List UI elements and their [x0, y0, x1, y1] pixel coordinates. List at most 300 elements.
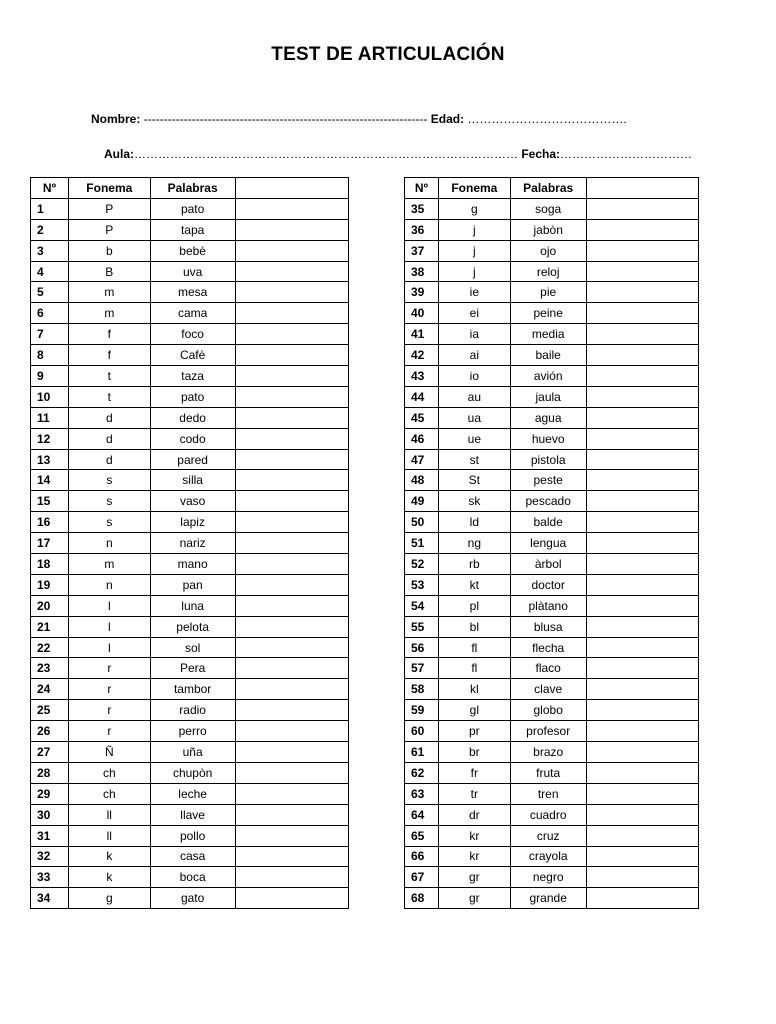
row-number: 5 [31, 282, 69, 303]
table-row [405, 512, 699, 533]
row-response-cell[interactable] [235, 512, 348, 533]
row-fonema: l [68, 637, 150, 658]
row-fonema: m [68, 303, 150, 324]
row-fonema: ng [438, 533, 510, 554]
row-response-cell[interactable] [235, 700, 348, 721]
row-number: 6 [31, 303, 69, 324]
table-row [31, 700, 349, 721]
row-palabra: mesa [150, 282, 235, 303]
row-fonema: k [68, 867, 150, 888]
row-palabra: pato [150, 198, 235, 219]
row-palabra: agua [510, 407, 586, 428]
row-palabra: silla [150, 470, 235, 491]
row-fonema: s [68, 470, 150, 491]
row-fonema: ia [438, 324, 510, 345]
row-response-cell[interactable] [235, 386, 348, 407]
row-number: 8 [31, 345, 69, 366]
row-palabra: peine [510, 303, 586, 324]
header-palabras: Palabras [150, 178, 235, 199]
row-response-cell[interactable] [235, 324, 348, 345]
row-fonema: sk [438, 491, 510, 512]
row-number: 65 [405, 825, 439, 846]
table-row [405, 491, 699, 512]
table-header-row [405, 178, 699, 199]
row-number: 48 [405, 470, 439, 491]
row-number: 66 [405, 846, 439, 867]
row-palabra: fruta [510, 762, 586, 783]
row-response-cell[interactable] [235, 470, 348, 491]
nombre-edad-line [91, 112, 641, 126]
row-response-cell[interactable] [586, 762, 698, 783]
row-number: 31 [31, 825, 69, 846]
row-number: 46 [405, 428, 439, 449]
row-number: 17 [31, 533, 69, 554]
row-fonema: kt [438, 574, 510, 595]
header-fonema: Fonema [68, 178, 150, 199]
table-row [405, 470, 699, 491]
table-body-right [405, 198, 699, 908]
row-palabra: media [510, 324, 586, 345]
row-number: 37 [405, 240, 439, 261]
row-response-cell[interactable] [586, 428, 698, 449]
row-palabra: uva [150, 261, 235, 282]
row-response-cell[interactable] [586, 783, 698, 804]
row-palabra: lengua [510, 533, 586, 554]
row-number: 60 [405, 721, 439, 742]
aula-field[interactable]: …………………………………………………………………………………… [134, 147, 518, 161]
row-fonema: m [68, 554, 150, 575]
aula-label: Aula: [104, 147, 134, 161]
row-fonema: l [68, 616, 150, 637]
row-number: 42 [405, 345, 439, 366]
row-fonema: t [68, 366, 150, 387]
row-palabra: nariz [150, 533, 235, 554]
row-fonema: dr [438, 804, 510, 825]
row-response-cell[interactable] [586, 658, 698, 679]
row-fonema: gr [438, 888, 510, 909]
row-number: 25 [31, 700, 69, 721]
table-row [31, 428, 349, 449]
row-response-cell[interactable] [586, 366, 698, 387]
row-fonema: io [438, 366, 510, 387]
row-palabra: leche [150, 783, 235, 804]
row-palabra: profesor [510, 721, 586, 742]
row-fonema: n [68, 574, 150, 595]
row-fonema: P [68, 219, 150, 240]
edad-label: Edad: [430, 112, 465, 126]
row-fonema: j [438, 240, 510, 261]
table-row [31, 637, 349, 658]
row-palabra: negro [510, 867, 586, 888]
row-response-cell[interactable] [586, 198, 698, 219]
row-fonema: kr [438, 846, 510, 867]
table-row [405, 783, 699, 804]
row-response-cell[interactable] [235, 533, 348, 554]
row-palabra: pescado [510, 491, 586, 512]
row-fonema: gr [438, 867, 510, 888]
row-palabra: pared [150, 449, 235, 470]
row-palabra: cruz [510, 825, 586, 846]
row-palabra: chupòn [150, 762, 235, 783]
row-number: 59 [405, 700, 439, 721]
row-response-cell[interactable] [235, 491, 348, 512]
row-number: 52 [405, 554, 439, 575]
row-fonema: pl [438, 595, 510, 616]
row-number: 44 [405, 386, 439, 407]
row-palabra: dedo [150, 407, 235, 428]
row-response-cell[interactable] [586, 804, 698, 825]
row-response-cell[interactable] [235, 742, 348, 763]
row-fonema: f [68, 345, 150, 366]
row-response-cell[interactable] [235, 345, 348, 366]
row-response-cell[interactable] [235, 282, 348, 303]
table-row [31, 762, 349, 783]
row-number: 40 [405, 303, 439, 324]
row-response-cell[interactable] [586, 219, 698, 240]
page-title: TEST DE ARTICULACIÓN [271, 44, 505, 65]
table-row [31, 261, 349, 282]
row-response-cell[interactable] [586, 261, 698, 282]
row-number: 54 [405, 595, 439, 616]
table-row [405, 867, 699, 888]
row-response-cell[interactable] [586, 407, 698, 428]
table-row [31, 658, 349, 679]
table-row [31, 533, 349, 554]
table-row [405, 658, 699, 679]
row-palabra: pan [150, 574, 235, 595]
row-number: 39 [405, 282, 439, 303]
row-number: 26 [31, 721, 69, 742]
row-palabra: globo [510, 700, 586, 721]
row-fonema: au [438, 386, 510, 407]
row-palabra: llave [150, 804, 235, 825]
row-response-cell[interactable] [586, 846, 698, 867]
row-palabra: avión [510, 366, 586, 387]
row-response-cell[interactable] [586, 491, 698, 512]
row-palabra: mano [150, 554, 235, 575]
row-fonema: fl [438, 637, 510, 658]
nombre-label: Nombre: [91, 112, 141, 126]
table-row [405, 721, 699, 742]
row-response-cell[interactable] [235, 574, 348, 595]
row-number: 41 [405, 324, 439, 345]
header-num: Nº [31, 178, 69, 199]
row-palabra: tren [510, 783, 586, 804]
row-palabra: casa [150, 846, 235, 867]
row-fonema: m [68, 282, 150, 303]
row-response-cell[interactable] [586, 888, 698, 909]
row-response-cell[interactable] [586, 533, 698, 554]
row-response-cell[interactable] [235, 366, 348, 387]
row-number: 13 [31, 449, 69, 470]
row-response-cell[interactable] [586, 867, 698, 888]
edad-field[interactable]: …………………………………. [464, 112, 627, 126]
row-palabra: doctor [510, 574, 586, 595]
table-row [31, 512, 349, 533]
row-number: 47 [405, 449, 439, 470]
row-response-cell[interactable] [235, 804, 348, 825]
table-body-left [31, 198, 349, 908]
row-number: 51 [405, 533, 439, 554]
table-row [405, 198, 699, 219]
row-number: 56 [405, 637, 439, 658]
row-response-cell[interactable] [586, 303, 698, 324]
row-response-cell[interactable] [235, 554, 348, 575]
table-row [31, 825, 349, 846]
table-row [31, 345, 349, 366]
row-fonema: g [68, 888, 150, 909]
row-number: 27 [31, 742, 69, 763]
row-fonema: tr [438, 783, 510, 804]
table-row [31, 219, 349, 240]
row-response-cell[interactable] [235, 825, 348, 846]
row-number: 36 [405, 219, 439, 240]
row-number: 45 [405, 407, 439, 428]
row-number: 1 [31, 198, 69, 219]
table-header-row [31, 178, 349, 199]
row-fonema: s [68, 512, 150, 533]
row-number: 67 [405, 867, 439, 888]
row-palabra: huevo [510, 428, 586, 449]
table-row [31, 449, 349, 470]
table-row [31, 595, 349, 616]
header-blank [586, 178, 698, 199]
row-fonema: ll [68, 825, 150, 846]
table-row [405, 679, 699, 700]
row-response-cell[interactable] [235, 303, 348, 324]
table-row [31, 804, 349, 825]
row-response-cell[interactable] [235, 846, 348, 867]
row-response-cell[interactable] [235, 407, 348, 428]
table-row [31, 867, 349, 888]
row-palabra: brazo [510, 742, 586, 763]
articulation-table-left [30, 177, 349, 909]
table-row [405, 303, 699, 324]
row-fonema: ue [438, 428, 510, 449]
row-response-cell[interactable] [586, 282, 698, 303]
table-row [405, 554, 699, 575]
row-response-cell[interactable] [586, 679, 698, 700]
table-row [405, 825, 699, 846]
row-number: 3 [31, 240, 69, 261]
row-response-cell[interactable] [235, 240, 348, 261]
row-response-cell[interactable] [586, 700, 698, 721]
row-number: 7 [31, 324, 69, 345]
row-palabra: jaula [510, 386, 586, 407]
row-palabra: radio [150, 700, 235, 721]
row-palabra: grande [510, 888, 586, 909]
table-row [31, 324, 349, 345]
row-number: 12 [31, 428, 69, 449]
row-fonema: r [68, 721, 150, 742]
row-response-cell[interactable] [235, 428, 348, 449]
row-response-cell[interactable] [586, 554, 698, 575]
row-palabra: peste [510, 470, 586, 491]
row-palabra: gato [150, 888, 235, 909]
row-number: 4 [31, 261, 69, 282]
row-fonema: ei [438, 303, 510, 324]
row-number: 15 [31, 491, 69, 512]
nombre-field[interactable]: ----------------------------------------------------------------------- [140, 112, 428, 126]
row-response-cell[interactable] [586, 637, 698, 658]
fecha-field[interactable]: …………………………… [560, 147, 693, 161]
row-fonema: j [438, 261, 510, 282]
row-response-cell[interactable] [586, 721, 698, 742]
row-response-cell[interactable] [235, 783, 348, 804]
header-fonema: Fonema [438, 178, 510, 199]
row-response-cell[interactable] [235, 637, 348, 658]
row-number: 35 [405, 198, 439, 219]
table-row [31, 366, 349, 387]
row-response-cell[interactable] [235, 616, 348, 637]
table-row [31, 386, 349, 407]
row-number: 20 [31, 595, 69, 616]
row-response-cell[interactable] [586, 324, 698, 345]
row-number: 21 [31, 616, 69, 637]
table-row [405, 345, 699, 366]
row-number: 33 [31, 867, 69, 888]
row-fonema: ua [438, 407, 510, 428]
table-row [405, 804, 699, 825]
row-number: 57 [405, 658, 439, 679]
row-response-cell[interactable] [586, 825, 698, 846]
row-palabra: Pera [150, 658, 235, 679]
row-fonema: r [68, 658, 150, 679]
row-response-cell[interactable] [235, 219, 348, 240]
table-row [31, 888, 349, 909]
row-palabra: blusa [510, 616, 586, 637]
row-number: 18 [31, 554, 69, 575]
row-palabra: pollo [150, 825, 235, 846]
table-row [31, 282, 349, 303]
row-palabra: flecha [510, 637, 586, 658]
row-palabra: cama [150, 303, 235, 324]
row-response-cell[interactable] [586, 574, 698, 595]
row-fonema: ld [438, 512, 510, 533]
row-fonema: P [68, 198, 150, 219]
row-response-cell[interactable] [586, 449, 698, 470]
table-row [405, 533, 699, 554]
row-number: 10 [31, 386, 69, 407]
row-fonema: r [68, 700, 150, 721]
row-number: 22 [31, 637, 69, 658]
row-palabra: pie [510, 282, 586, 303]
row-fonema: k [68, 846, 150, 867]
table-row [405, 574, 699, 595]
table-row [405, 888, 699, 909]
row-fonema: d [68, 449, 150, 470]
row-number: 24 [31, 679, 69, 700]
row-palabra: tapa [150, 219, 235, 240]
row-number: 53 [405, 574, 439, 595]
row-number: 49 [405, 491, 439, 512]
row-number: 29 [31, 783, 69, 804]
row-number: 16 [31, 512, 69, 533]
table-row [405, 324, 699, 345]
row-number: 58 [405, 679, 439, 700]
row-response-cell[interactable] [235, 595, 348, 616]
row-fonema: t [68, 386, 150, 407]
row-palabra: balde [510, 512, 586, 533]
row-response-cell[interactable] [586, 742, 698, 763]
table-row [405, 407, 699, 428]
row-fonema: gl [438, 700, 510, 721]
row-fonema: ai [438, 345, 510, 366]
table-row [31, 721, 349, 742]
row-fonema: bl [438, 616, 510, 637]
row-response-cell[interactable] [235, 762, 348, 783]
row-fonema: rb [438, 554, 510, 575]
header-num: Nº [405, 178, 439, 199]
row-palabra: vaso [150, 491, 235, 512]
row-fonema: b [68, 240, 150, 261]
row-response-cell[interactable] [235, 658, 348, 679]
articulation-table-right [404, 177, 699, 909]
table-row [31, 742, 349, 763]
row-response-cell[interactable] [235, 888, 348, 909]
row-response-cell[interactable] [586, 512, 698, 533]
row-response-cell[interactable] [586, 345, 698, 366]
row-fonema: st [438, 449, 510, 470]
table-row [31, 303, 349, 324]
row-response-cell[interactable] [235, 198, 348, 219]
row-response-cell[interactable] [586, 595, 698, 616]
row-palabra: Cafè [150, 345, 235, 366]
row-fonema: Ñ [68, 742, 150, 763]
table-row [31, 240, 349, 261]
row-palabra: uña [150, 742, 235, 763]
table-row [405, 282, 699, 303]
row-number: 28 [31, 762, 69, 783]
table-row [405, 240, 699, 261]
row-number: 30 [31, 804, 69, 825]
table-row [31, 554, 349, 575]
row-number: 50 [405, 512, 439, 533]
header-blank [235, 178, 348, 199]
row-palabra: pato [150, 386, 235, 407]
table-row [405, 637, 699, 658]
row-response-cell[interactable] [235, 679, 348, 700]
row-response-cell[interactable] [586, 240, 698, 261]
table-row [31, 491, 349, 512]
row-palabra: soga [510, 198, 586, 219]
table-row [31, 783, 349, 804]
table-row [31, 574, 349, 595]
row-response-cell[interactable] [586, 470, 698, 491]
row-palabra: taza [150, 366, 235, 387]
row-fonema: g [438, 198, 510, 219]
row-palabra: lapiz [150, 512, 235, 533]
row-palabra: crayola [510, 846, 586, 867]
table-row [405, 846, 699, 867]
row-number: 55 [405, 616, 439, 637]
row-response-cell[interactable] [586, 386, 698, 407]
row-number: 68 [405, 888, 439, 909]
row-response-cell[interactable] [586, 616, 698, 637]
table-row [405, 366, 699, 387]
row-palabra: reloj [510, 261, 586, 282]
row-palabra: luna [150, 595, 235, 616]
row-number: 64 [405, 804, 439, 825]
row-palabra: àrbol [510, 554, 586, 575]
row-response-cell[interactable] [235, 261, 348, 282]
table-row [405, 762, 699, 783]
table-row [31, 407, 349, 428]
row-response-cell[interactable] [235, 449, 348, 470]
table-row [31, 470, 349, 491]
row-response-cell[interactable] [235, 867, 348, 888]
row-response-cell[interactable] [235, 721, 348, 742]
